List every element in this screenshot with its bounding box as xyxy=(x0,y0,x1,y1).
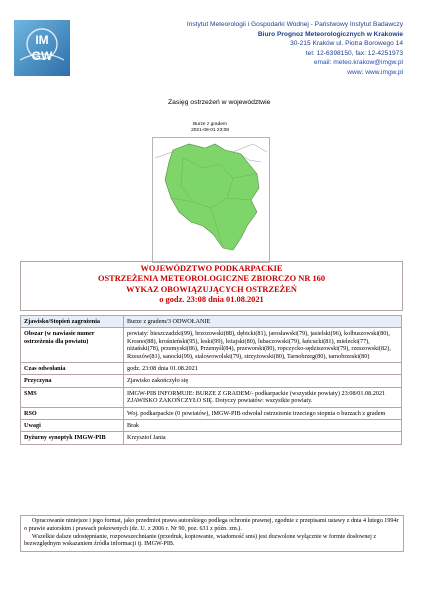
institute-name: Instytut Meteorologii i Gospodarki Wodnej - Państwowy Instytut Badawczy xyxy=(186,21,403,28)
table-row xyxy=(21,407,402,419)
row-value: Woj. podkarpackie (0 powiatów), IMGW-PIB odwołał ostrzeżenie trzeciego stopnia o burzach z gradem xyxy=(124,407,402,419)
table-row xyxy=(21,316,402,328)
warning-line-province: WOJEWÓDZTWO PODKARPACKIE xyxy=(140,264,283,273)
warning-line-number: OSTRZEŻENIA METEOROLOGICZNE ZBIORCZO NR 160 xyxy=(97,274,326,284)
province-polygon xyxy=(165,144,259,250)
institute-header xyxy=(143,20,403,78)
row-key: SMS xyxy=(21,387,124,407)
row-value: godz. 23:08 dnia 01.08.2021 xyxy=(124,363,402,375)
warning-table xyxy=(20,315,402,445)
row-key: Czas odwołania xyxy=(21,363,124,375)
svg-text:IM: IM xyxy=(35,33,49,47)
copyright-notice xyxy=(20,515,404,552)
table-row xyxy=(21,387,402,407)
warning-line-list: WYKAZ OBOWIĄZUJĄCYCH OSTRZEŻEŃ xyxy=(126,284,297,294)
map-title xyxy=(150,122,270,134)
table-row xyxy=(21,328,402,363)
office-name: Biuro Prognoz Meteorologicznych w Krakowie xyxy=(257,30,403,38)
map-caption: Zasięg ostrzeżeń w województwie xyxy=(168,99,271,106)
imgw-logo xyxy=(14,20,70,76)
table-row xyxy=(21,363,402,375)
copyright-text-1: Opracowanie niniejsze i jego format, jako przedmiot prawa autorskiego podlega ochronie prawnej, zgodnie z przepisami ustawy z dnia 4 lutego 1994r o prawie autorskim i prawach pokrewnych (dz. U. z 2006 r. Nr 90, poz. 631 z późn. zm.). xyxy=(24,518,399,532)
row-key: Zjawisko/Stopień zagrożenia xyxy=(21,316,124,328)
www-link[interactable]: www: www.imgw.pl xyxy=(347,68,403,76)
row-key: RSO xyxy=(21,407,124,419)
map-shape xyxy=(153,138,269,262)
email-link[interactable]: email: meteo.krakow@imgw.pl xyxy=(313,59,403,67)
row-value: IMGW-PIB INFORMUJE: BURZE Z GRADEM/- podkarpackie (wszystkie powiaty) 23:08/01.08.2021 ZJAWISKO ZAKOŃCZYŁO SIĘ. Dotyczy powiatów: wszystkie powiaty. xyxy=(124,387,402,407)
table-row xyxy=(21,375,402,387)
table-row xyxy=(21,420,402,432)
copyright-text-2: Wszelkie dalsze udostępnianie, rozpowszechnianie (przedruk, kopiowanie, wiadomość sms) jest dozwolone wyłącznie w formie dosłownej z bezwzględnym wskazaniem źródła informacji tj. IMGW-PIB. xyxy=(24,533,377,548)
address: 30-215 Kraków ul. Piotra Borowego 14 xyxy=(290,40,403,48)
map-title-line2: 2021-08-01 23:08 xyxy=(191,128,229,133)
table-row xyxy=(21,432,402,444)
row-key: Dyżurny synoptyk IMGW-PIB xyxy=(21,432,124,444)
phone-fax: tel: 12-6398150, fax: 12-4251973 xyxy=(305,49,403,57)
row-value: Krzysztof Jania xyxy=(124,432,402,444)
row-value: powiaty: bieszczadzki(99), brzozowski(88), dębicki(81), jarosławski(79), jasielski(96), kolbuszowski(80), Krosno(88), krośnieński(95), leski(99), leżajski(80), lubaczowski(79), łańcucki(81), mielecki(77), niżański(78), przemyski(86), Przemyśl(84), przeworski(80), ropczycko-sędziszowski(79), rzeszowski(82), Rzeszów(81), sanocki(99), stalowowolski(79), strzyżowski(80), Tarnobrzeg(80), tarnobrzeski(80) xyxy=(124,328,402,363)
map-title-line1: Burze z gradem xyxy=(193,122,227,127)
row-value: Brak xyxy=(124,420,402,432)
warning-line-time: o godz. 23:08 dnia 01.08.2021 xyxy=(159,295,264,305)
row-value: Burze z gradem/3 ODWOŁANIE xyxy=(124,316,402,328)
row-value: Zjawisko zakończyło się xyxy=(124,375,402,387)
row-key: Uwagi xyxy=(21,420,124,432)
svg-text:GW: GW xyxy=(31,49,53,63)
row-key: Przyczyna xyxy=(21,375,124,387)
warning-header xyxy=(20,261,403,311)
row-key: Obszar (w nawiasie numer ostrzeżenia dla powiatu) xyxy=(21,328,124,363)
